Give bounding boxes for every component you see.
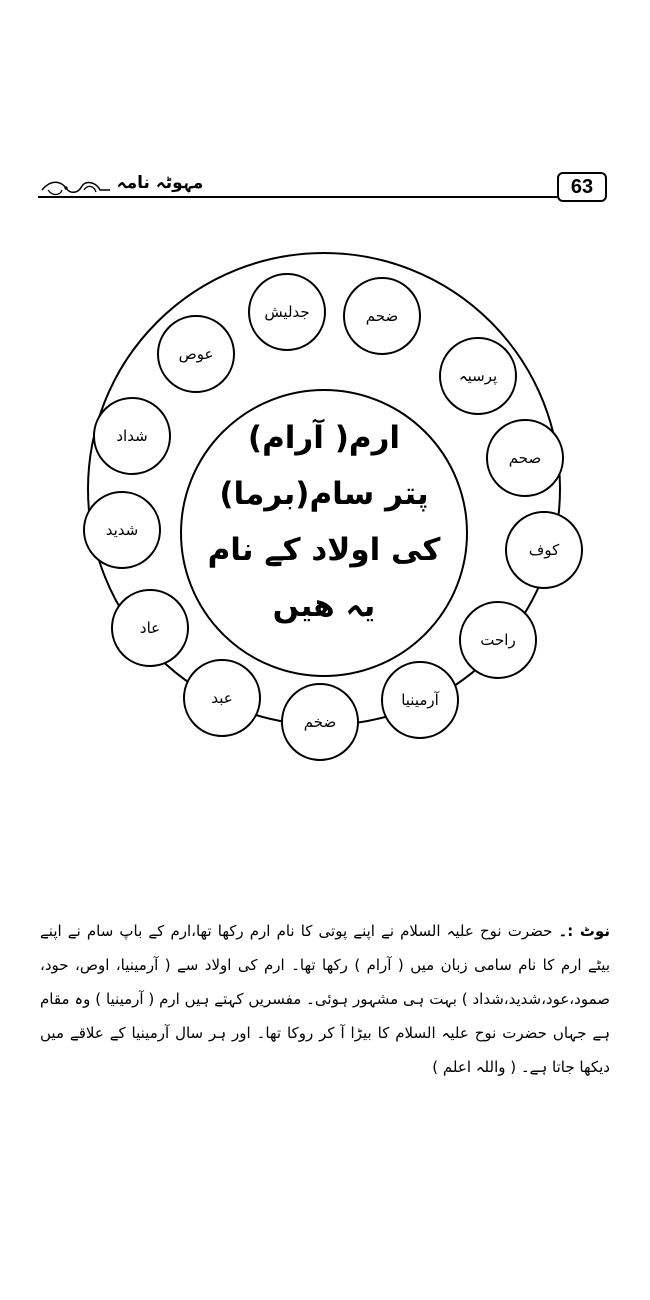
note-paragraph (40, 914, 610, 1084)
name-circle: عوص (157, 315, 235, 393)
center-heading (192, 410, 456, 640)
center-line: پتر سام(برما) (219, 476, 429, 512)
note-label: نوٹ :۔ (558, 922, 610, 940)
center-line: کی اولاد کے نام (207, 532, 441, 568)
floral-ornament-icon (40, 176, 112, 198)
book-title: مہوٹہ نامہ (110, 170, 210, 196)
name-circle: عبد (183, 659, 261, 737)
center-line: ارم( آرام) (247, 420, 401, 456)
header-rule (38, 196, 558, 198)
page-number: 63 (557, 172, 607, 202)
name-circle: عاد (111, 589, 189, 667)
name-circle: شدید (83, 491, 161, 569)
center-line: یہ ھیں (272, 588, 376, 624)
name-circle: جدلیش (248, 273, 326, 351)
name-circle: کوف (505, 511, 583, 589)
name-circle: آرمینیا (381, 661, 459, 739)
name-circle: ضحم (343, 277, 421, 355)
name-circle: راحت (459, 601, 537, 679)
name-circle: صحم (486, 419, 564, 497)
name-circle: ضخم (281, 683, 359, 761)
name-circle: پرسیہ (439, 337, 517, 415)
name-circle: شداد (93, 397, 171, 475)
note-text: حضرت نوح علیہ السلام نے اپنے پوتی کا نام ارم رکھا تھا،ارم کے باپ سام نے اپنے بیٹے ارم کا نام سامی زبان میں ( آرام ) رکھا تھا۔ ارم کی اولاد سے ( آرمینیا، اوص، حود، صمود،عود،شدید،شداد ) بہت ہی مشہور ہوئی۔ مفسریں کہتے ہیں ارم ( آرمینیا ) وہ مقام ہے جہاں حضرت نوح علیہ السلام کا بیڑا آ کر روکا تھا۔ اور ہر سال آرمینیا کے علاقے میں دیکھا جاتا ہے۔ ( واللہ اعلم ) (40, 922, 610, 1076)
